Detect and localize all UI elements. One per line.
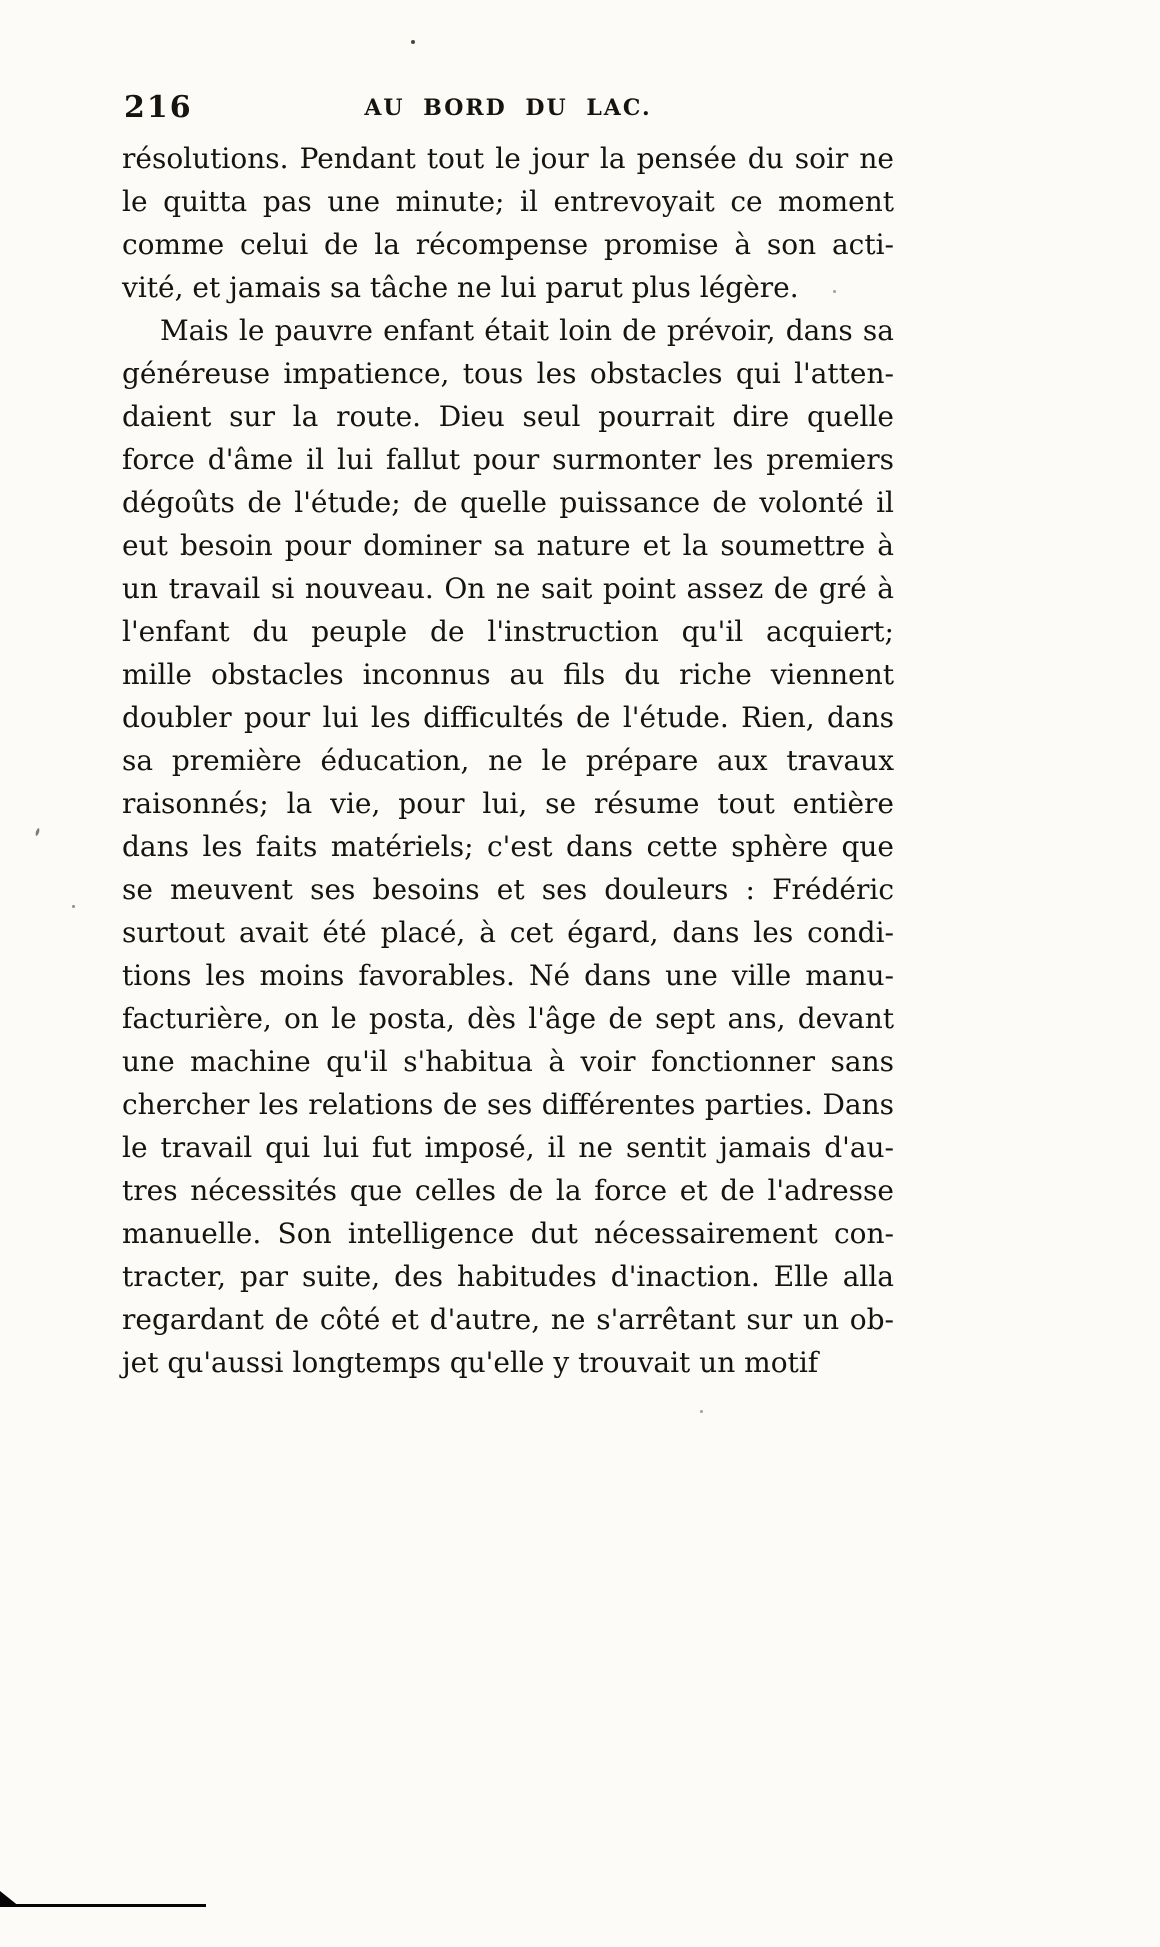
text-line: vité, et jamais sa tâche ne lui parut plus légère. [122, 271, 799, 304]
text-line: daient sur la route. Dieu seul pourrait dire quelle [122, 400, 894, 433]
text-line: chercher les relations de ses différentes parties. Dans [122, 1088, 894, 1121]
running-title: AU BORD DU LAC. [364, 95, 652, 121]
page-number: 216 [124, 90, 193, 125]
text-line: tions les moins favorables. Né dans une ville manu- [122, 959, 894, 992]
text-line: un travail si nouveau. On ne sait point assez de gré à [122, 572, 894, 605]
text-line: eut besoin pour dominer sa nature et la soumettre à [122, 529, 894, 562]
text-line: raisonnés; la vie, pour lui, se résume tout entière [122, 787, 894, 820]
scan-speck [35, 828, 40, 837]
text-line: dans les faits matériels; c'est dans cette sphère que [122, 830, 894, 863]
text-line: le quitta pas une minute; il entrevoyait ce moment [122, 185, 894, 218]
page-header [122, 90, 894, 126]
text-line: se meuvent ses besoins et ses douleurs : Frédéric [122, 873, 894, 906]
text-line: manuelle. Son intelligence dut nécessairement con- [122, 1217, 894, 1250]
text-line: jet qu'aussi longtemps qu'elle y trouvait un motif [122, 1346, 819, 1379]
text-line: tres nécessités que celles de la force et de l'adresse [122, 1174, 894, 1207]
text-line: dégoûts de l'étude; de quelle puissance de volonté il [122, 486, 894, 519]
text-line: le travail qui lui fut imposé, il ne sentit jamais d'au- [122, 1131, 894, 1164]
text-block [122, 137, 894, 1384]
text-line: tracter, par suite, des habitudes d'inaction. Elle alla [122, 1260, 894, 1293]
text-line: surtout avait été placé, à cet égard, dans les condi- [122, 916, 894, 949]
scan-speck [833, 290, 836, 293]
text-line: une machine qu'il s'habitua à voir fonctionner sans [122, 1045, 894, 1078]
scan-speck [72, 905, 75, 908]
scan-speck [411, 40, 415, 44]
text-line: mille obstacles inconnus au fils du riche viennent [122, 658, 894, 691]
text-line: doubler pour lui les difficultés de l'étude. Rien, dans [122, 701, 894, 734]
text-line: force d'âme il lui fallut pour surmonter les premiers [122, 443, 894, 476]
text-line: regardant de côté et d'autre, ne s'arrêtant sur un ob- [122, 1303, 894, 1336]
text-line: l'enfant du peuple de l'instruction qu'il acquiert; [122, 615, 894, 648]
text-line: sa première éducation, ne le prépare aux travaux [122, 744, 894, 777]
text-line: comme celui de la récompense promise à son acti- [122, 228, 894, 261]
bottom-edge-rule [6, 1904, 206, 1907]
text-line: généreuse impatience, tous les obstacles qui l'atten- [122, 357, 894, 390]
text-line: facturière, on le posta, dès l'âge de sept ans, devant [122, 1002, 894, 1035]
scan-speck [700, 1410, 703, 1413]
text-line: résolutions. Pendant tout le jour la pensée du soir ne [122, 142, 894, 175]
text-line: Mais le pauvre enfant était loin de prévoir, dans sa [160, 314, 894, 347]
